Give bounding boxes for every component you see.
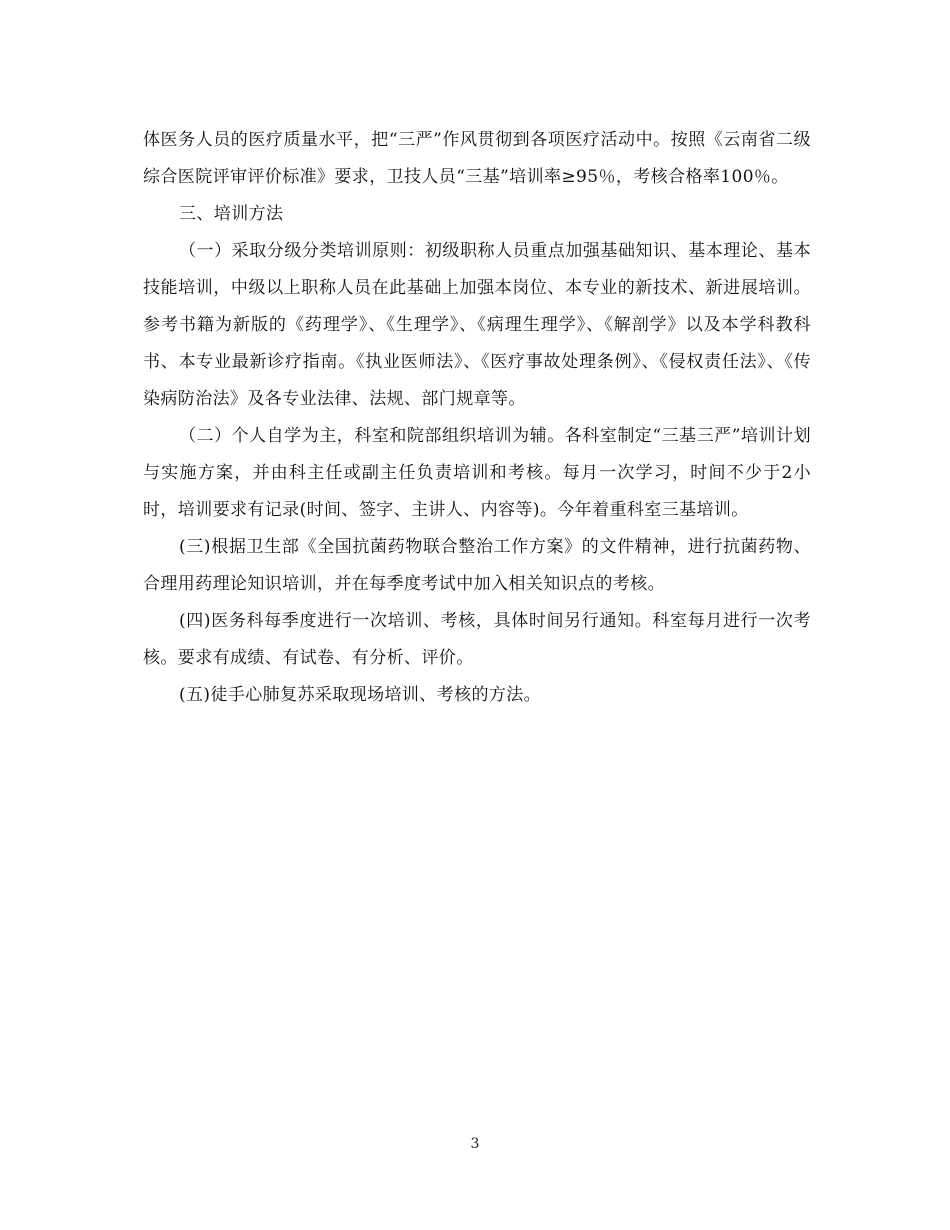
- paragraph-method-3: (三)根据卫生部《全国抗菌药物联合整治工作方案》的文件精神，进行抗菌药物、合理用药理论知识培训，并在每季度考试中加入相关知识点的考核。: [143, 537, 811, 594]
- paragraph-method-4: (四)医务科每季度进行一次培训、考核，具体时间另行通知。科室每月进行一次考核。要求有成绩、有试卷、有分析、评价。: [143, 611, 811, 668]
- paragraph-method-2: （二）个人自学为主，科室和院部组织培训为辅。各科室制定“三基三严”培训计划与实施方案，并由科主任或副主任负责培训和考核。每月一次学习，时间不少于2小时，培训要求有记录(时间、签字、主讲人、内容等)。今年着重科室三基培训。: [143, 426, 811, 520]
- page-number: 3: [470, 1136, 480, 1152]
- paragraph-intro: 体医务人员的医疗质量水平，把“三严”作风贯彻到各项医疗活动中。按照《云南省二级综合医院评审评价标准》要求，卫技人员“三基”培训率≥95％，考核合格率100％。: [143, 130, 811, 187]
- paragraph-method-5: (五)徒手心肺复苏采取现场培训、考核的方法。: [179, 685, 542, 705]
- paragraph-method-1: （一）采取分级分类培训原则：初级职称人员重点加强基础知识、基本理论、基本技能培训，中级以上职称人员在此基础上加强本岗位、本专业的新技术、新进展培训。参考书籍为新版的《药理学》、《生理学》、《病理生理学》、《解剖学》以及本学科教科书、本专业最新诊疗指南。《执业医师法》、《医疗事故处理条例》、《侵权责任法》、《传染病防治法》及各专业法律、法规、部门规章等。: [143, 241, 811, 409]
- document-body: [143, 122, 811, 714]
- section-heading-training-methods: 三、培训方法: [179, 204, 284, 224]
